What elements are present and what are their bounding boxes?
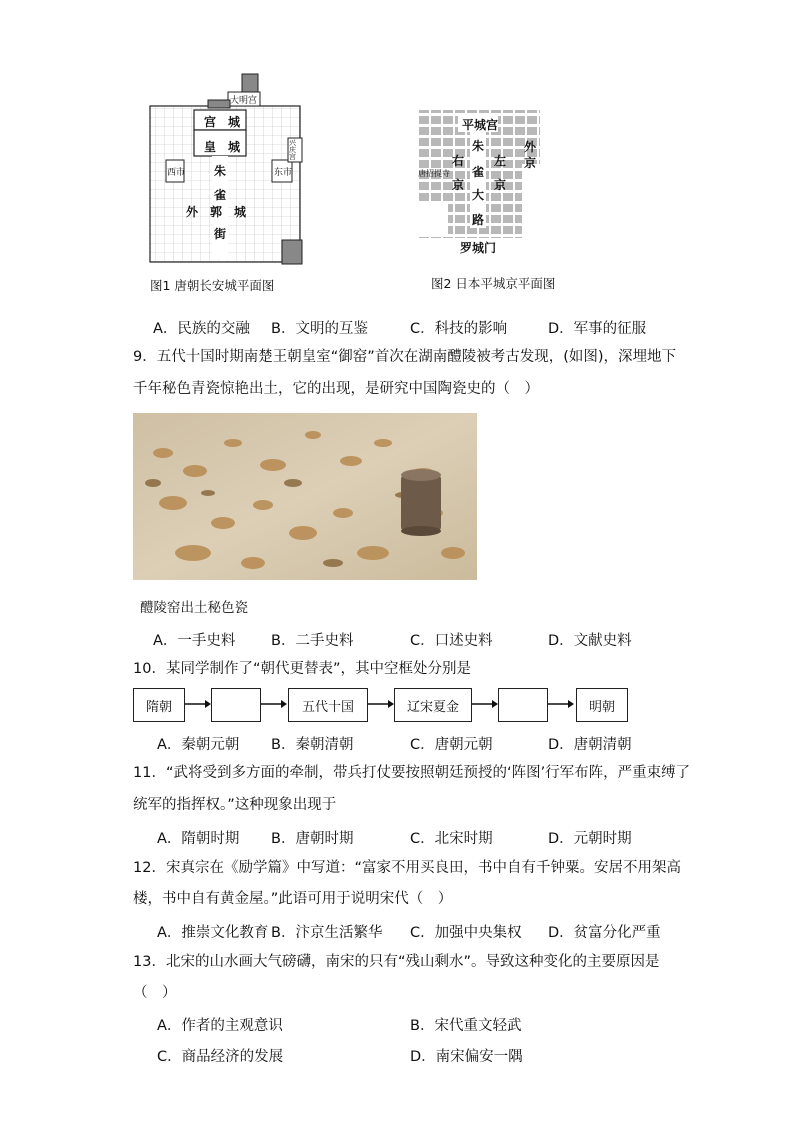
q9-stem-line2: 千年秘色青瓷惊艳出土，它的出现，是研究中国陶瓷史的（ ） <box>133 381 539 397</box>
q11-option-a[interactable]: A．隋朝时期 <box>157 831 240 847</box>
label-east-market: 东市 <box>274 168 293 178</box>
q12-option-a[interactable]: A．推崇文化教育 <box>157 925 269 941</box>
q12-option-d[interactable]: D．贫富分化严重 <box>548 925 661 941</box>
q8-option-c[interactable]: C．科技的影响 <box>410 321 508 337</box>
label-damingong: 大明宫 <box>230 96 258 106</box>
q12-stem-line2: 楼，书中自有黄金屋。”此语可用于说明宋代（ ） <box>133 891 453 907</box>
q9-option-d[interactable]: D．文献史料 <box>548 633 632 649</box>
q12-option-b[interactable]: B．汴京生活繁华 <box>271 925 383 941</box>
label-f2-da: 大 <box>472 188 485 202</box>
label-west-market: 西市 <box>167 168 186 178</box>
label-temple: 唐招提寺 <box>418 169 450 178</box>
q13-option-b[interactable]: B．宋代重文轻武 <box>410 1018 522 1034</box>
q11-option-b[interactable]: B．唐朝时期 <box>271 831 354 847</box>
q9-option-c[interactable]: C．口述史料 <box>410 633 493 649</box>
q8-option-d[interactable]: D．军事的征服 <box>548 321 647 337</box>
label-pingcheng: 平城宫 <box>462 118 499 132</box>
q10-option-a[interactable]: A．秦朝元朝 <box>157 737 240 753</box>
label-luocheng: 罗城门 <box>460 241 497 255</box>
q13-stem-line1: 13．北宋的山水画大气磅礴，南宋的只有“残山剩水”。导致这种变化的主要原因是 <box>133 954 660 970</box>
label-imperial-city: 皇 城 <box>204 140 241 154</box>
label-jie: 街 <box>214 227 227 241</box>
label-outer-city: 外 郭 城 <box>186 205 247 219</box>
q8-option-b[interactable]: B．文明的互鉴 <box>271 321 368 337</box>
q12-stem-line1: 12．宋真宗在《励学篇》中写道：“富家不用买良田，书中自有千钟粟。安居不用架高 <box>133 860 681 876</box>
flow-box-wudai: 五代十国 <box>288 688 368 722</box>
label-f2-que: 雀 <box>472 165 485 179</box>
flow-box-liaosong: 辽宋夏金 <box>394 688 472 722</box>
q12-option-c[interactable]: C．加强中央集权 <box>410 925 522 941</box>
flow-box-blank-1[interactable] <box>211 688 261 722</box>
flow-box-sui: 隋朝 <box>133 688 185 722</box>
flow-arrow-1 <box>185 699 211 709</box>
flow-box-ming: 明朝 <box>576 688 628 722</box>
q9-stem-line1: 9．五代十国时期南楚王朝皇室“御窑”首次在湖南醴陵被考古发现，(如图)，深埋地下 <box>133 349 677 365</box>
photo-caption: 醴陵窑出土秘色瓷 <box>140 600 248 616</box>
q9-option-b[interactable]: B．二手史料 <box>271 633 354 649</box>
label-xingqing: 兴庆宫 <box>289 139 296 161</box>
label-jing-outer: 京 <box>524 156 537 170</box>
fig2-caption: 图2 日本平城京平面图 <box>431 276 556 291</box>
q13-option-d[interactable]: D．南宋偏安一隅 <box>410 1049 523 1065</box>
porcelain-excavation-photo <box>133 413 477 580</box>
label-palace-city: 宫 城 <box>204 115 241 129</box>
q10-option-d[interactable]: D．唐朝清朝 <box>548 737 632 753</box>
fig1-caption: 图1 唐朝长安城平面图 <box>150 278 275 293</box>
label-you: 右 <box>452 154 465 168</box>
label-jing-right: 京 <box>452 178 465 192</box>
q11-option-c[interactable]: C．北宋时期 <box>410 831 493 847</box>
q10-option-b[interactable]: B．秦朝清朝 <box>271 737 354 753</box>
label-zhu: 朱 <box>214 164 227 178</box>
heijokyo-map <box>418 104 540 258</box>
q13-option-a[interactable]: A．作者的主观意识 <box>157 1018 283 1034</box>
q11-stem-line1: 11．“武将受到多方面的牵制，带兵打仗要按照朝廷预授的‘阵图’行军布阵，严重束缚了 <box>133 765 691 781</box>
label-jing-left: 京 <box>494 178 507 192</box>
flow-arrow-2 <box>261 699 287 709</box>
flow-arrow-5 <box>548 699 574 709</box>
changan-map <box>146 72 308 266</box>
q11-stem-line2: 统军的指挥权。”这种现象出现于 <box>133 797 337 813</box>
label-f2-zhu: 朱 <box>472 139 485 153</box>
label-f2-lu: 路 <box>472 213 485 227</box>
q10-stem: 10．某同学制作了“朝代更替表”，其中空框处分别是 <box>133 661 471 677</box>
q13-option-c[interactable]: C．商品经济的发展 <box>157 1049 284 1065</box>
q10-option-c[interactable]: C．唐朝元朝 <box>410 737 493 753</box>
flow-arrow-3 <box>368 699 394 709</box>
q11-option-d[interactable]: D．元朝时期 <box>548 831 632 847</box>
label-wai: 外 <box>524 140 537 154</box>
q13-stem-line2: （ ） <box>133 985 177 1001</box>
label-zuo: 左 <box>494 154 507 168</box>
q8-option-a[interactable]: A．民族的交融 <box>153 321 250 337</box>
q9-option-a[interactable]: A．一手史料 <box>153 633 236 649</box>
photo-drawing <box>133 413 477 580</box>
label-que: 雀 <box>214 188 227 202</box>
flow-arrow-4 <box>472 699 498 709</box>
flow-box-blank-2[interactable] <box>498 688 548 722</box>
